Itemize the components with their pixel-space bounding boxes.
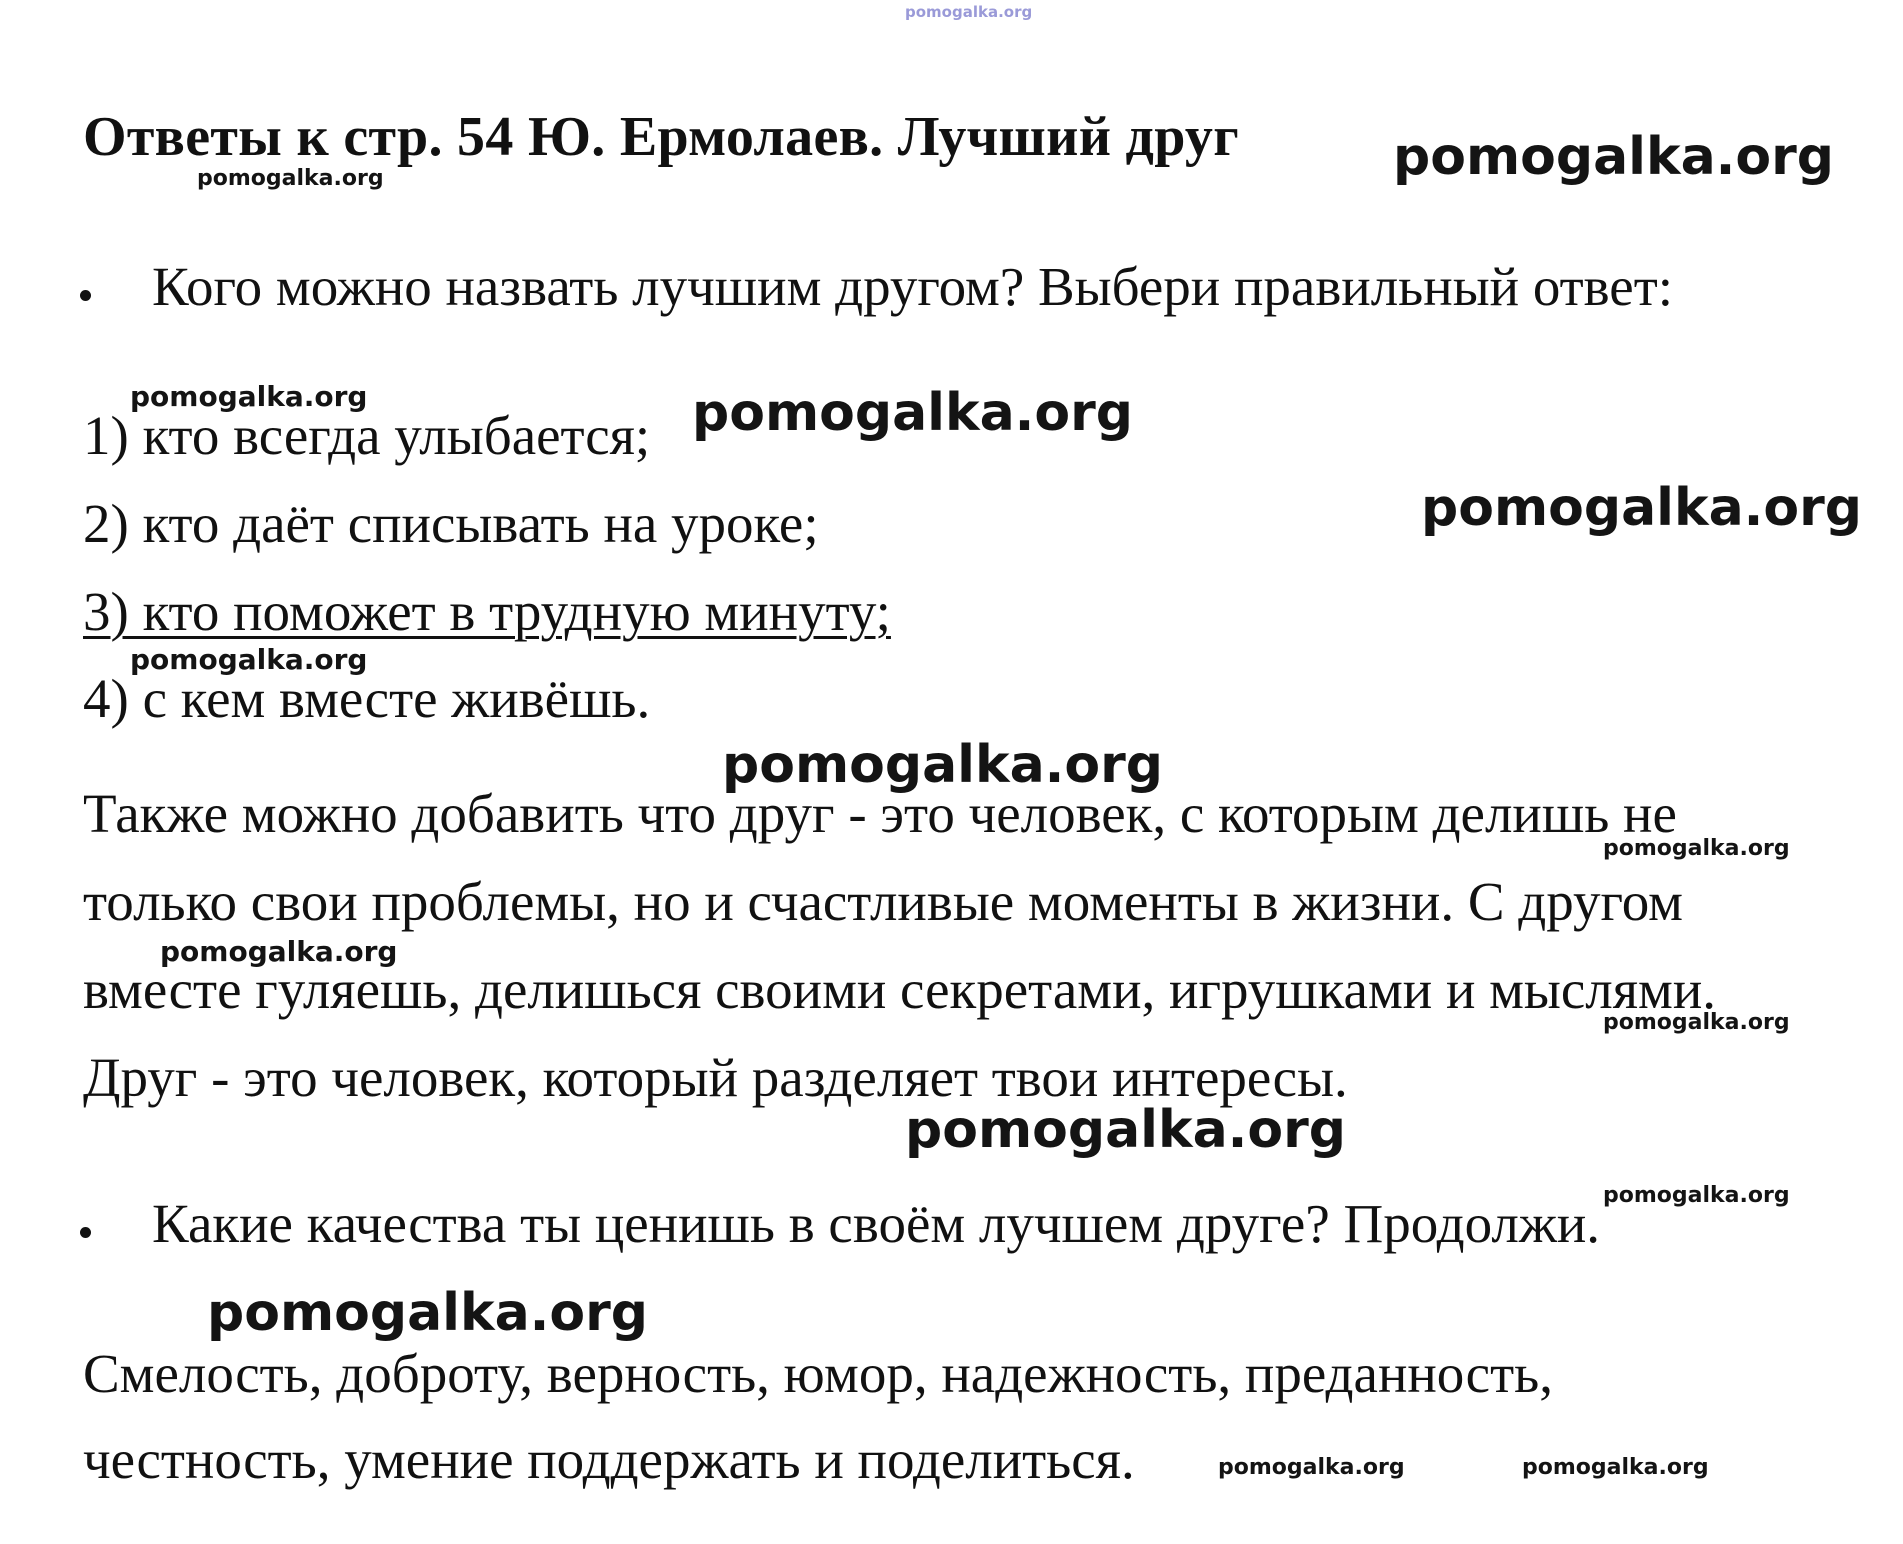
watermark: pomogalka.org — [1522, 1455, 1709, 1480]
watermark: pomogalka.org — [1603, 1183, 1790, 1208]
paragraph-1-line-3: вместе гуляешь, делишься своими секретами, игрушками и мыслями. — [83, 959, 1717, 1020]
paragraph-1-line-2: только свои проблемы, но и счастливые моменты в жизни. С другом — [83, 871, 1683, 932]
option-2: 2) кто даёт списывать на уроке; — [83, 493, 819, 554]
watermark: pomogalka.org — [130, 643, 368, 676]
option-3-correct: 3) кто поможет в трудную минуту; — [83, 581, 891, 642]
answer-2-line-1: Смелость, доброту, верность, юмор, надежность, преданность, — [83, 1343, 1553, 1404]
watermark: pomogalka.org — [1603, 1010, 1790, 1035]
watermark: pomogalka.org — [1603, 836, 1790, 861]
watermark: pomogalka.org — [160, 935, 398, 968]
question-1: Кого можно назвать лучшим другом? Выбери правильный ответ: — [152, 256, 1674, 317]
page-title: Ответы к стр. 54 Ю. Ермолаев. Лучший друг — [83, 106, 1239, 168]
bullet-icon — [80, 290, 91, 301]
watermark: pomogalka.org — [197, 166, 384, 191]
watermark: pomogalka.org — [130, 380, 368, 413]
answer-2-line-2: честность, умение поддержать и поделиться. — [83, 1429, 1135, 1490]
question-2: Какие качества ты ценишь в своём лучшем друге? Продолжи. — [152, 1193, 1601, 1254]
watermark: pomogalka.org — [1421, 478, 1863, 538]
paragraph-1-line-1: Также можно добавить что друг - это человек, с которым делишь не — [83, 783, 1677, 844]
paragraph-1-line-4: Друг - это человек, который разделяет твои интересы. — [83, 1047, 1348, 1108]
bullet-icon — [80, 1227, 91, 1238]
watermark: pomogalka.org — [207, 1283, 649, 1343]
watermark: pomogalka.org — [692, 383, 1134, 443]
watermark: pomogalka.org — [1218, 1455, 1405, 1480]
watermark-top: pomogalka.org — [905, 3, 1033, 21]
watermark: pomogalka.org — [722, 735, 1164, 795]
watermark: pomogalka.org — [1393, 127, 1835, 187]
option-4: 4) с кем вместе живёшь. — [83, 668, 651, 729]
watermark: pomogalka.org — [905, 1100, 1347, 1160]
option-1: 1) кто всегда улыбается; — [83, 405, 651, 466]
